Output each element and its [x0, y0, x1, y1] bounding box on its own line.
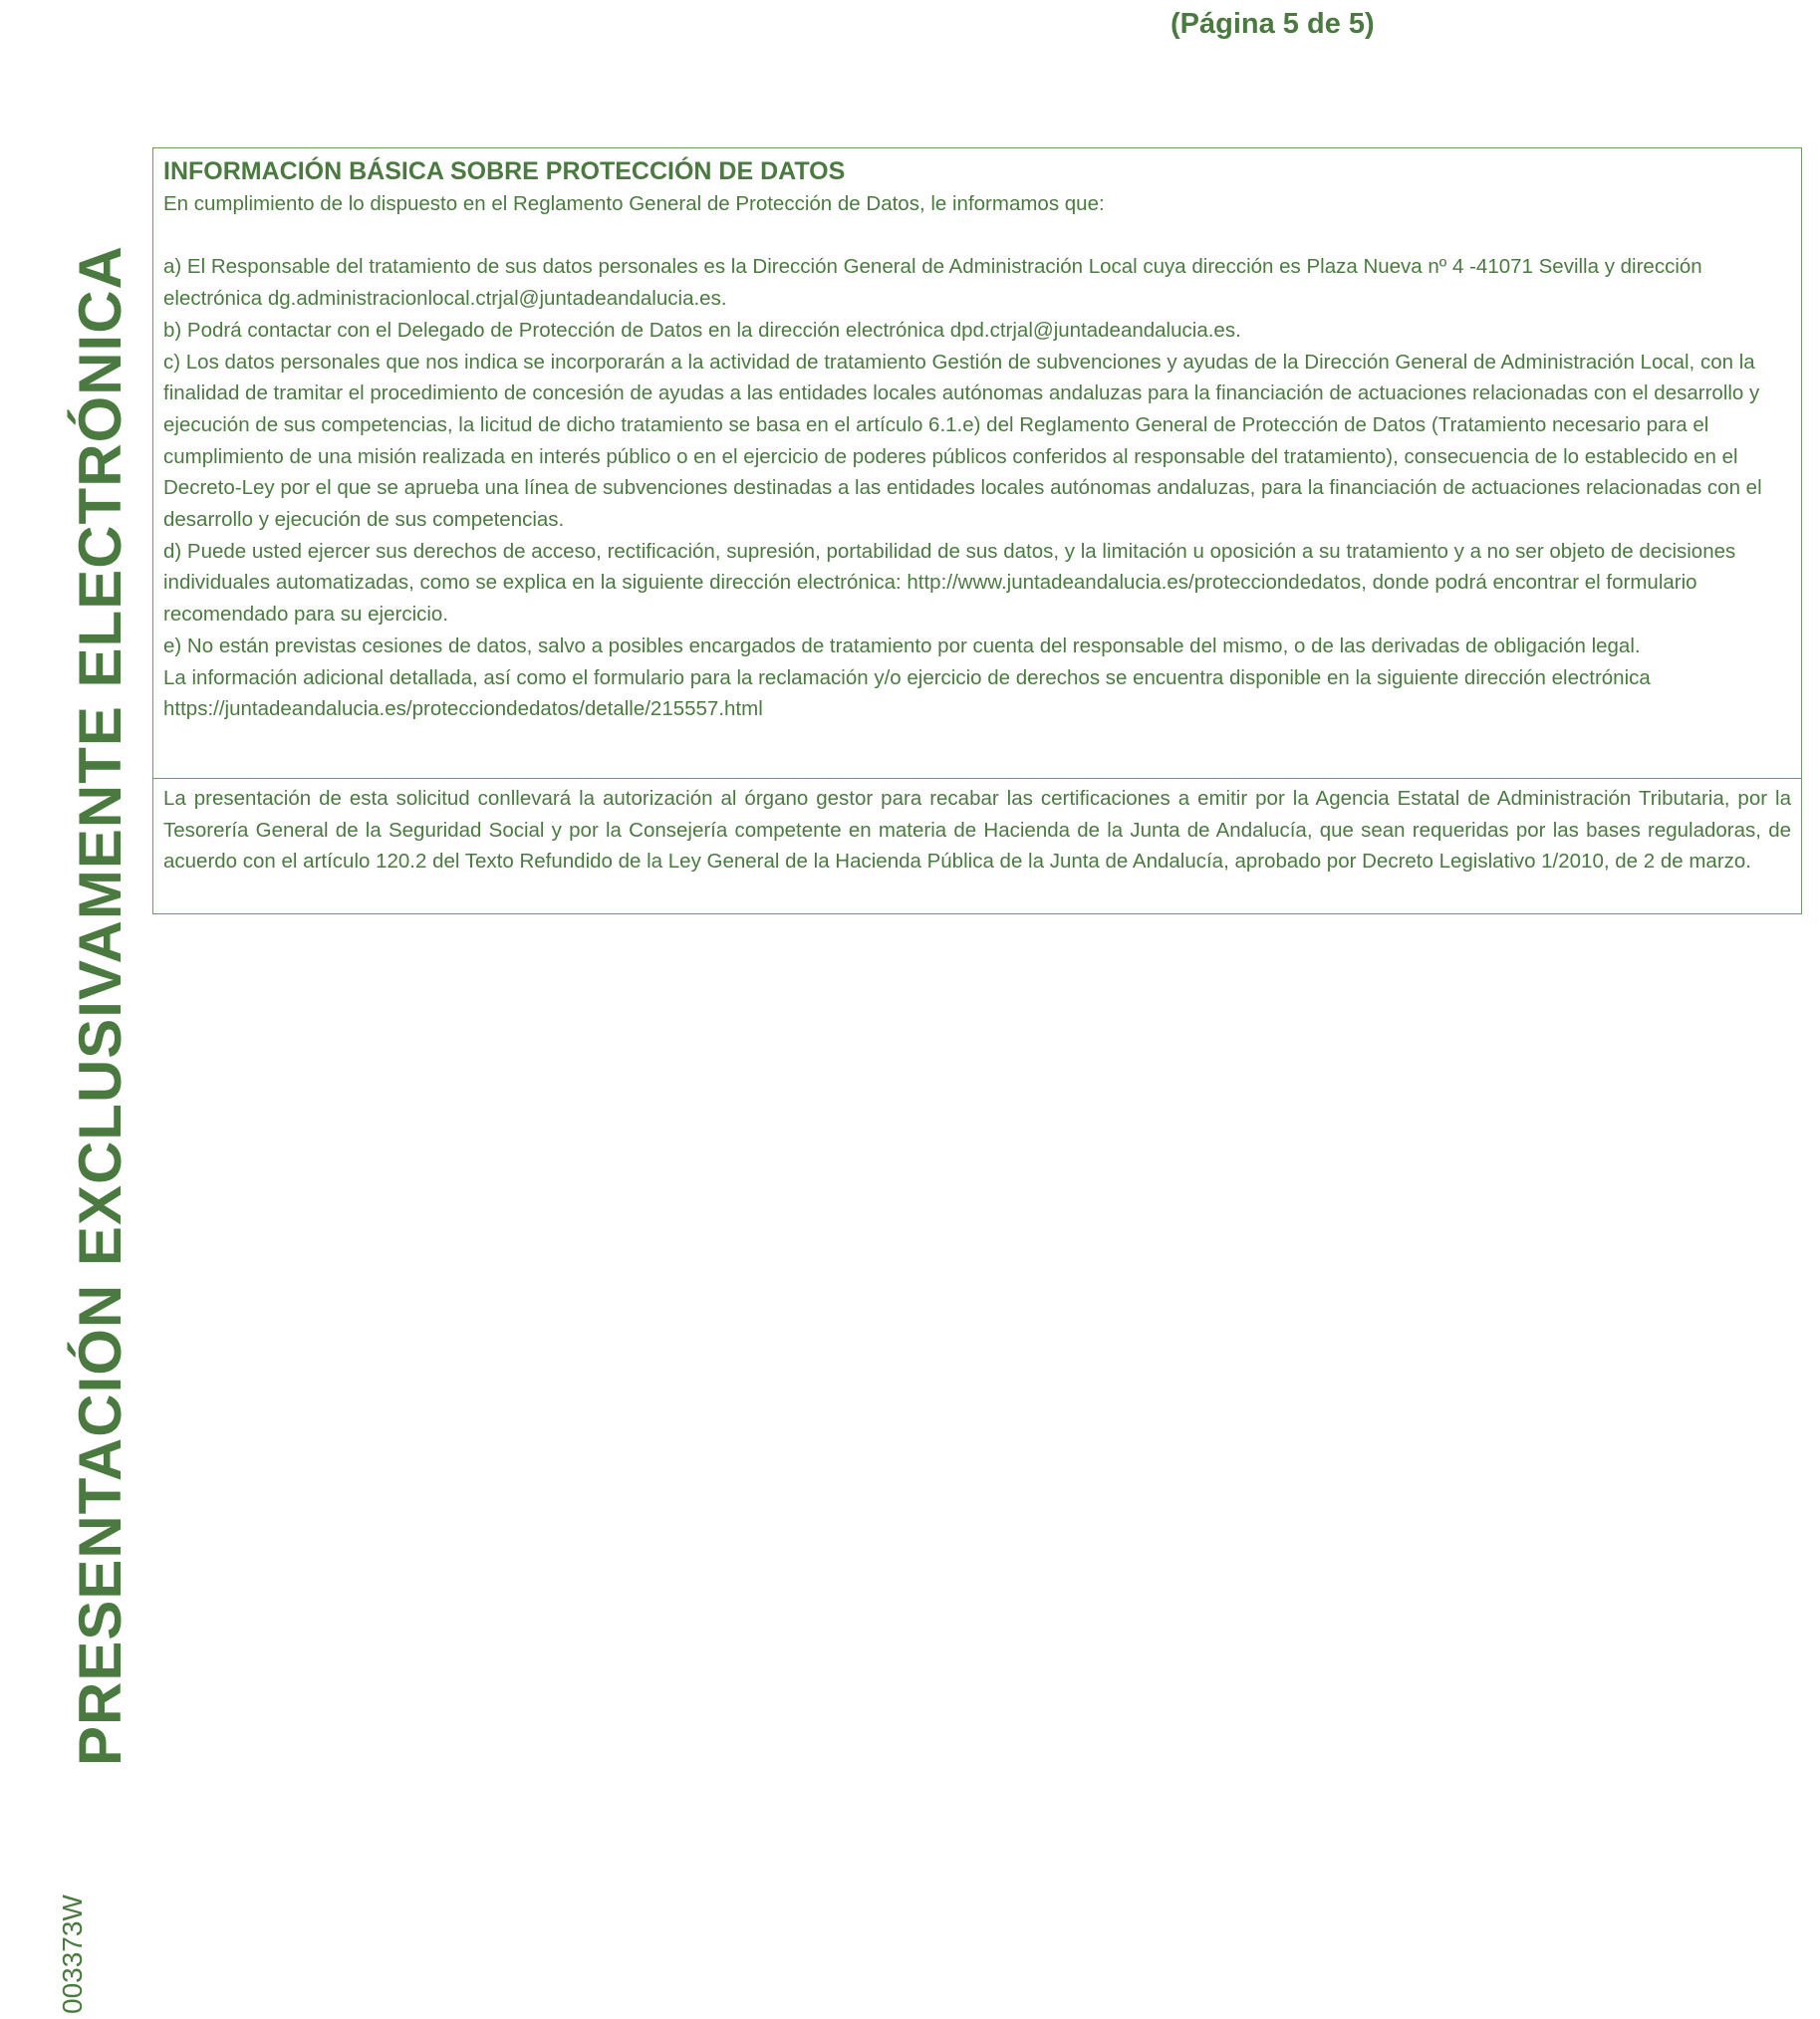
data-protection-intro: En cumplimiento de lo dispuesto en el Reglamento General de Protección de Datos, le informamos que:: [163, 192, 1105, 215]
vertical-presentation-title: PRESENTACIÓN EXCLUSIVAMENTE ELECTRÓNICA: [67, 245, 133, 1766]
data-protection-additional-info: La información adicional detallada, así como el formulario para la reclamación y/o ejercicio de derechos se encuentra disponible en la siguiente dirección electrónica https://juntadeandalucia.es/protecciondedatos/detalle/215557.html: [163, 665, 1651, 721]
data-protection-box: [152, 147, 1802, 779]
page-number: (Página 5 de 5): [1170, 8, 1375, 40]
data-protection-item-c: c) Los datos personales que nos indica se incorporarán a la actividad de tratamiento Gestión de subvenciones y ayudas de la Dirección General de Administración Local, con la finalidad de tramitar el procedimiento de concesión de ayudas a las entidades locales autónomas andaluzas para la financiación de actuaciones relacionadas con el desarrollo y ejecución de sus competencias, la licitud de dicho tratamiento se basa en el artículo 6.1.e) del Reglamento General de Protección de Datos (Tratamiento necesario para el cumplimiento de una misión realizada en interés público o en el ejercicio de poderes públicos conferidos al responsable del tratamiento), consecuencia de lo establecido en el Decreto-Ley por el que se aprueba una línea de subvenciones destinadas a las entidades locales autónomas andaluzas, para la financiación de actuaciones relacionadas con el desarrollo y ejecución de sus competencias.: [163, 350, 1762, 532]
data-protection-title: INFORMACIÓN BÁSICA SOBRE PROTECCIÓN DE DATOS: [163, 157, 846, 185]
form-code: 003373W: [57, 1894, 88, 2014]
authorization-text: La presentación de esta solicitud conllevará la autorización al órgano gestor para recabar las certificaciones a emitir por la Agencia Estatal de Administración Tributaria, por la Tesorería General de la Seguridad Social y por la Consejería competente en materia de Hacienda de la Junta de Andalucía, que sean requeridas por las bases reguladoras, de acuerdo con el artículo 120.2 del Texto Refundido de la Ley General de la Hacienda Pública de la Junta de Andalucía, aprobado por Decreto Legislativo 1/2010, de 2 de marzo.: [163, 787, 1791, 874]
authorization-box: [152, 778, 1802, 914]
data-protection-item-e: e) No están previstas cesiones de datos, salvo a posibles encargados de tratamiento por cuenta del responsable del mismo, o de las derivadas de obligación legal.: [163, 633, 1641, 657]
data-protection-item-d: d) Puede usted ejercer sus derechos de acceso, rectificación, supresión, portabilidad de sus datos, y la limitación u oposición a su tratamiento y a no ser objeto de decisiones individuales automatizadas, como se explica en la siguiente dirección electrónica: http://www.juntadeandalucia.es/protecciondedatos, donde podrá encontrar el formulario recomendado para su ejercicio.: [163, 539, 1736, 627]
data-protection-item-a: a) El Responsable del tratamiento de sus datos personales es la Dirección General de Administración Local cuya dirección es Plaza Nueva nº 4 -41071 Sevilla y dirección electrónica dg.administracionlocal.ctrjal@juntadeandalucia.es.: [163, 255, 1702, 311]
spacer: [163, 220, 1791, 252]
data-protection-item-b: b) Podrá contactar con el Delegado de Protección de Datos en la dirección electrónica dpd.ctrjal@juntadeandalucia.es.: [163, 318, 1241, 342]
